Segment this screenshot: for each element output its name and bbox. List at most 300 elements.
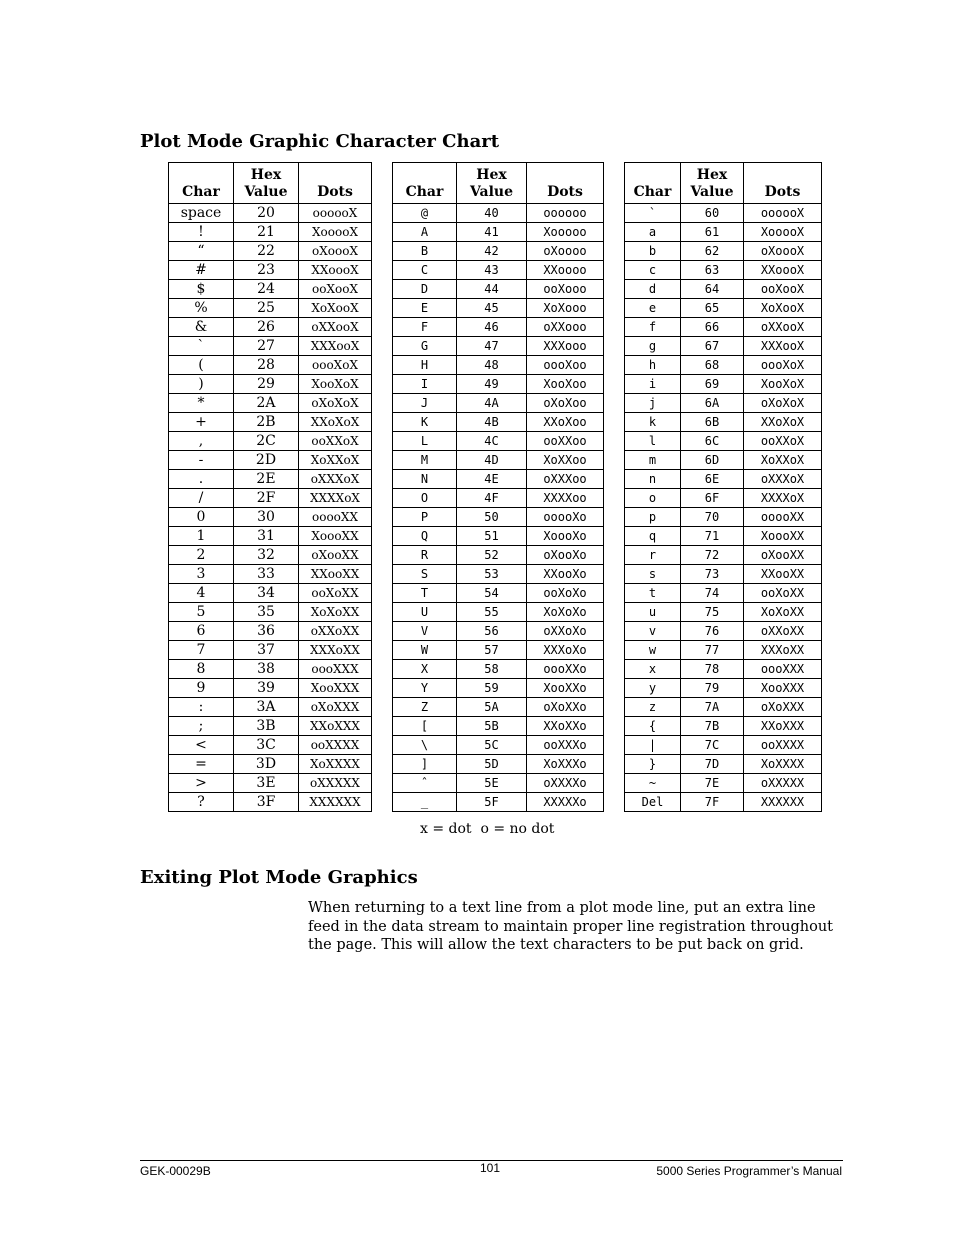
cell-dots: oXoXoo	[527, 394, 604, 413]
cell-char: g	[625, 337, 681, 356]
cell-hex: 39	[234, 679, 299, 698]
cell-dots: XXooXX	[744, 565, 822, 584]
cell-dots: XXoXXo	[527, 717, 604, 736]
cell-dots: ooooXX	[299, 508, 372, 527]
cell-hex: 5B	[457, 717, 527, 736]
table-row	[169, 698, 372, 717]
cell-hex: 5E	[457, 774, 527, 793]
cell-hex: 46	[457, 318, 527, 337]
cell-hex: 60	[681, 204, 744, 223]
cell-hex: 24	[234, 280, 299, 299]
cell-dots: ooXXoX	[744, 432, 822, 451]
cell-hex: 29	[234, 375, 299, 394]
cell-dots: ooXoXX	[744, 584, 822, 603]
table-row	[169, 299, 372, 318]
table-row	[625, 356, 822, 375]
cell-char: ,	[169, 432, 234, 451]
cell-char: (	[169, 356, 234, 375]
table-row	[393, 242, 604, 261]
cell-hex: 7D	[681, 755, 744, 774]
cell-dots: XXooXX	[299, 565, 372, 584]
cell-hex: 7E	[681, 774, 744, 793]
table-row	[393, 736, 604, 755]
cell-char: |	[625, 736, 681, 755]
table-row	[393, 432, 604, 451]
table-row	[169, 470, 372, 489]
cell-hex: 42	[457, 242, 527, 261]
cell-hex: 64	[681, 280, 744, 299]
table-row	[393, 660, 604, 679]
table-row	[625, 717, 822, 736]
cell-char: k	[625, 413, 681, 432]
cell-hex: 65	[681, 299, 744, 318]
table-row	[393, 261, 604, 280]
cell-char: &	[169, 318, 234, 337]
cell-dots: XXXoXX	[299, 641, 372, 660]
cell-dots: oXXoXX	[744, 622, 822, 641]
cell-hex: 48	[457, 356, 527, 375]
cell-dots: XXXooo	[527, 337, 604, 356]
cell-dots: XooXXX	[299, 679, 372, 698]
cell-hex: 73	[681, 565, 744, 584]
cell-hex: 7A	[681, 698, 744, 717]
table-row	[393, 679, 604, 698]
table-row	[393, 584, 604, 603]
col-header-char: Char	[625, 163, 681, 204]
table-row	[393, 413, 604, 432]
cell-dots: XooXoX	[744, 375, 822, 394]
cell-hex: 41	[457, 223, 527, 242]
table-row	[169, 641, 372, 660]
cell-hex: 37	[234, 641, 299, 660]
cell-hex: 36	[234, 622, 299, 641]
cell-char: 3	[169, 565, 234, 584]
table-row	[393, 318, 604, 337]
cell-hex: 26	[234, 318, 299, 337]
cell-dots: XXoXXX	[299, 717, 372, 736]
cell-char: D	[393, 280, 457, 299]
cell-dots: XoXXXX	[299, 755, 372, 774]
table-row	[169, 413, 372, 432]
cell-dots: XoXoXo	[527, 603, 604, 622]
table-row	[169, 394, 372, 413]
cell-dots: oXXXXX	[744, 774, 822, 793]
table-row	[393, 622, 604, 641]
table-row	[625, 470, 822, 489]
cell-dots: XooXoX	[299, 375, 372, 394]
table-row	[393, 698, 604, 717]
cell-hex: 59	[457, 679, 527, 698]
cell-char: .	[169, 470, 234, 489]
table-row	[393, 299, 604, 318]
cell-char: X	[393, 660, 457, 679]
cell-dots: oXXoXX	[299, 622, 372, 641]
cell-char: I	[393, 375, 457, 394]
cell-dots: XXXooX	[299, 337, 372, 356]
cell-hex: 20	[234, 204, 299, 223]
table-row	[169, 793, 372, 812]
cell-hex: 76	[681, 622, 744, 641]
cell-dots: XoXXXo	[527, 755, 604, 774]
table-row	[625, 204, 822, 223]
cell-dots: XoXooo	[527, 299, 604, 318]
cell-char: %	[169, 299, 234, 318]
cell-hex: 5C	[457, 736, 527, 755]
cell-hex: 22	[234, 242, 299, 261]
table-row	[169, 660, 372, 679]
cell-char: #	[169, 261, 234, 280]
col-header-dots: Dots	[744, 163, 822, 204]
cell-char: O	[393, 489, 457, 508]
cell-char: Y	[393, 679, 457, 698]
cell-dots: oXoooo	[527, 242, 604, 261]
table-row	[625, 223, 822, 242]
table-row	[169, 242, 372, 261]
cell-hex: 57	[457, 641, 527, 660]
cell-hex: 47	[457, 337, 527, 356]
cell-dots: oooXoX	[744, 356, 822, 375]
cell-char: )	[169, 375, 234, 394]
cell-char: M	[393, 451, 457, 470]
table-row	[625, 451, 822, 470]
cell-dots: oXXoXo	[527, 622, 604, 641]
table-row	[625, 299, 822, 318]
cell-dots: XoXXoX	[299, 451, 372, 470]
cell-char: t	[625, 584, 681, 603]
cell-hex: 2A	[234, 394, 299, 413]
cell-char: a	[625, 223, 681, 242]
table-row	[169, 527, 372, 546]
table-row	[169, 755, 372, 774]
cell-char: q	[625, 527, 681, 546]
cell-dots: oooooo	[527, 204, 604, 223]
cell-hex: 6E	[681, 470, 744, 489]
cell-dots: ooXXXo	[527, 736, 604, 755]
table-row	[393, 527, 604, 546]
cell-dots: ooXooo	[527, 280, 604, 299]
cell-char: 0	[169, 508, 234, 527]
cell-dots: XXXXXX	[744, 793, 822, 812]
cell-char: L	[393, 432, 457, 451]
cell-char: K	[393, 413, 457, 432]
cell-char: $	[169, 280, 234, 299]
cell-char: N	[393, 470, 457, 489]
table-row	[393, 717, 604, 736]
cell-char: \	[393, 736, 457, 755]
table-row	[393, 489, 604, 508]
cell-char: c	[625, 261, 681, 280]
cell-hex: 4B	[457, 413, 527, 432]
cell-hex: 2E	[234, 470, 299, 489]
cell-hex: 70	[681, 508, 744, 527]
cell-hex: 78	[681, 660, 744, 679]
char-table-3	[624, 162, 822, 812]
cell-dots: XoooXX	[299, 527, 372, 546]
cell-hex: 3B	[234, 717, 299, 736]
cell-dots: XXXXoX	[744, 489, 822, 508]
cell-dots: XoooXX	[744, 527, 822, 546]
exit-paragraph: When returning to a text line from a plot mode line, put an extra line feed in the data stream to maintain proper line registration throughout the page. This will allow the text characters to be put back on grid.	[308, 900, 833, 953]
cell-char: 1	[169, 527, 234, 546]
cell-dots: XoXoXX	[299, 603, 372, 622]
cell-char: S	[393, 565, 457, 584]
cell-dots: ooXooX	[299, 280, 372, 299]
cell-char: ]	[393, 755, 457, 774]
cell-hex: 3F	[234, 793, 299, 812]
table-row	[393, 508, 604, 527]
table-row	[625, 546, 822, 565]
cell-char: 5	[169, 603, 234, 622]
cell-char: Z	[393, 698, 457, 717]
cell-dots: XoXXXX	[744, 755, 822, 774]
cell-dots: XooXoo	[527, 375, 604, 394]
exit-heading: Exiting Plot Mode Graphics	[140, 867, 418, 888]
cell-char: <	[169, 736, 234, 755]
table-row	[393, 641, 604, 660]
cell-dots: XXXXoX	[299, 489, 372, 508]
cell-char: z	[625, 698, 681, 717]
cell-dots: ooXXXX	[744, 736, 822, 755]
table-row	[625, 584, 822, 603]
table-row	[625, 679, 822, 698]
cell-char: U	[393, 603, 457, 622]
col-header-hex: Hex Value	[681, 163, 744, 204]
cell-char: o	[625, 489, 681, 508]
cell-char: *	[169, 394, 234, 413]
cell-char: H	[393, 356, 457, 375]
cell-char: =	[169, 755, 234, 774]
cell-dots: XXoXoX	[299, 413, 372, 432]
cell-dots: XoXooX	[299, 299, 372, 318]
cell-char: ˆ	[393, 774, 457, 793]
cell-hex: 49	[457, 375, 527, 394]
cell-dots: XXoXXX	[744, 717, 822, 736]
cell-char: i	[625, 375, 681, 394]
cell-char: _	[393, 793, 457, 812]
cell-dots: oXooXX	[299, 546, 372, 565]
cell-char: 6	[169, 622, 234, 641]
cell-dots: oXXooo	[527, 318, 604, 337]
cell-char: r	[625, 546, 681, 565]
table-row	[625, 660, 822, 679]
cell-hex: 72	[681, 546, 744, 565]
cell-dots: oooooX	[744, 204, 822, 223]
table-row	[393, 470, 604, 489]
footer-page-number: 101	[480, 1161, 501, 1175]
cell-char: !	[169, 223, 234, 242]
col-header-hex: Hex Value	[234, 163, 299, 204]
cell-dots: oooXXo	[527, 660, 604, 679]
col-header-hex: Hex Value	[457, 163, 527, 204]
table-row	[169, 489, 372, 508]
table-row	[625, 394, 822, 413]
cell-hex: 3C	[234, 736, 299, 755]
cell-dots: XoXXoX	[744, 451, 822, 470]
cell-char: J	[393, 394, 457, 413]
cell-char: h	[625, 356, 681, 375]
cell-hex: 30	[234, 508, 299, 527]
cell-dots: XXoooX	[299, 261, 372, 280]
cell-hex: 6A	[681, 394, 744, 413]
col-header-char: Char	[393, 163, 457, 204]
cell-hex: 3D	[234, 755, 299, 774]
table-row	[393, 280, 604, 299]
cell-hex: 4C	[457, 432, 527, 451]
cell-char: u	[625, 603, 681, 622]
cell-hex: 71	[681, 527, 744, 546]
table-row	[625, 261, 822, 280]
cell-char: Del	[625, 793, 681, 812]
cell-dots: XXXoXo	[527, 641, 604, 660]
table-row	[169, 204, 372, 223]
char-table-2	[392, 162, 604, 812]
cell-dots: oooooX	[299, 204, 372, 223]
cell-char: G	[393, 337, 457, 356]
cell-char: v	[625, 622, 681, 641]
cell-char: F	[393, 318, 457, 337]
cell-char: b	[625, 242, 681, 261]
cell-dots: oXooXo	[527, 546, 604, 565]
cell-dots: XXoXoo	[527, 413, 604, 432]
cell-dots: XXoooX	[744, 261, 822, 280]
cell-char: -	[169, 451, 234, 470]
table-row	[169, 679, 372, 698]
table-row	[625, 527, 822, 546]
cell-hex: 34	[234, 584, 299, 603]
cell-char: j	[625, 394, 681, 413]
cell-hex: 40	[457, 204, 527, 223]
cell-hex: 61	[681, 223, 744, 242]
cell-hex: 7B	[681, 717, 744, 736]
table-row	[625, 489, 822, 508]
cell-char: /	[169, 489, 234, 508]
cell-dots: oooXoo	[527, 356, 604, 375]
table-row	[393, 375, 604, 394]
cell-dots: XoXXoo	[527, 451, 604, 470]
cell-char: 8	[169, 660, 234, 679]
cell-char: [	[393, 717, 457, 736]
table-row	[169, 565, 372, 584]
cell-dots: ooXoXX	[299, 584, 372, 603]
cell-dots: XooXXX	[744, 679, 822, 698]
cell-dots: oooXXX	[744, 660, 822, 679]
table-row	[625, 318, 822, 337]
table-row	[625, 774, 822, 793]
table-row	[169, 451, 372, 470]
cell-hex: 7F	[681, 793, 744, 812]
cell-dots: oXXooX	[744, 318, 822, 337]
cell-dots: oXoXoX	[299, 394, 372, 413]
table-row	[169, 736, 372, 755]
table-row	[625, 603, 822, 622]
cell-hex: 58	[457, 660, 527, 679]
cell-hex: 51	[457, 527, 527, 546]
footer-manual-title: 5000 Series Programmer’s Manual	[656, 1164, 842, 1178]
table-row	[393, 565, 604, 584]
cell-dots: XooXXo	[527, 679, 604, 698]
cell-dots: oooXoX	[299, 356, 372, 375]
cell-dots: oooXXX	[299, 660, 372, 679]
cell-dots: oXooXX	[744, 546, 822, 565]
cell-hex: 6B	[681, 413, 744, 432]
cell-char: B	[393, 242, 457, 261]
cell-char: s	[625, 565, 681, 584]
table-row	[625, 242, 822, 261]
table-row	[169, 375, 372, 394]
cell-hex: 52	[457, 546, 527, 565]
table-row	[169, 546, 372, 565]
table-row	[625, 755, 822, 774]
cell-char: e	[625, 299, 681, 318]
cell-hex: 2C	[234, 432, 299, 451]
cell-char: V	[393, 622, 457, 641]
cell-dots: ooooXo	[527, 508, 604, 527]
cell-hex: 63	[681, 261, 744, 280]
cell-char: 7	[169, 641, 234, 660]
cell-char: `	[169, 337, 234, 356]
cell-dots: oXoXoX	[744, 394, 822, 413]
cell-char: P	[393, 508, 457, 527]
cell-dots: XXXXoo	[527, 489, 604, 508]
table-row	[393, 394, 604, 413]
cell-char: p	[625, 508, 681, 527]
cell-dots: oXoooX	[299, 242, 372, 261]
footer-doc-id: GEK-00029B	[140, 1164, 211, 1178]
cell-char: T	[393, 584, 457, 603]
table-row	[169, 603, 372, 622]
cell-dots: XXXXXX	[299, 793, 372, 812]
table-row	[625, 432, 822, 451]
cell-dots: oXoXXo	[527, 698, 604, 717]
cell-char: “	[169, 242, 234, 261]
cell-dots: XXXXXo	[527, 793, 604, 812]
cell-hex: 4A	[457, 394, 527, 413]
cell-char: f	[625, 318, 681, 337]
cell-char: :	[169, 698, 234, 717]
table-row	[169, 508, 372, 527]
cell-char: R	[393, 546, 457, 565]
cell-char: w	[625, 641, 681, 660]
cell-dots: XoooXo	[527, 527, 604, 546]
cell-char: E	[393, 299, 457, 318]
cell-hex: 33	[234, 565, 299, 584]
table-row	[169, 584, 372, 603]
col-header-dots: Dots	[299, 163, 372, 204]
cell-dots: oXXXoX	[299, 470, 372, 489]
table-row	[625, 622, 822, 641]
cell-char: Q	[393, 527, 457, 546]
table-row	[393, 755, 604, 774]
cell-hex: 53	[457, 565, 527, 584]
table-row	[169, 432, 372, 451]
cell-hex: 3E	[234, 774, 299, 793]
cell-dots: XoXooX	[744, 299, 822, 318]
cell-hex: 45	[457, 299, 527, 318]
cell-dots: oXoXXX	[299, 698, 372, 717]
cell-char: ~	[625, 774, 681, 793]
cell-char: l	[625, 432, 681, 451]
cell-char: d	[625, 280, 681, 299]
table-row	[393, 774, 604, 793]
table-row	[169, 223, 372, 242]
cell-hex: 68	[681, 356, 744, 375]
table-row	[169, 280, 372, 299]
cell-char: space	[169, 204, 234, 223]
cell-hex: 32	[234, 546, 299, 565]
cell-hex: 6F	[681, 489, 744, 508]
table-row	[169, 717, 372, 736]
cell-hex: 43	[457, 261, 527, 280]
